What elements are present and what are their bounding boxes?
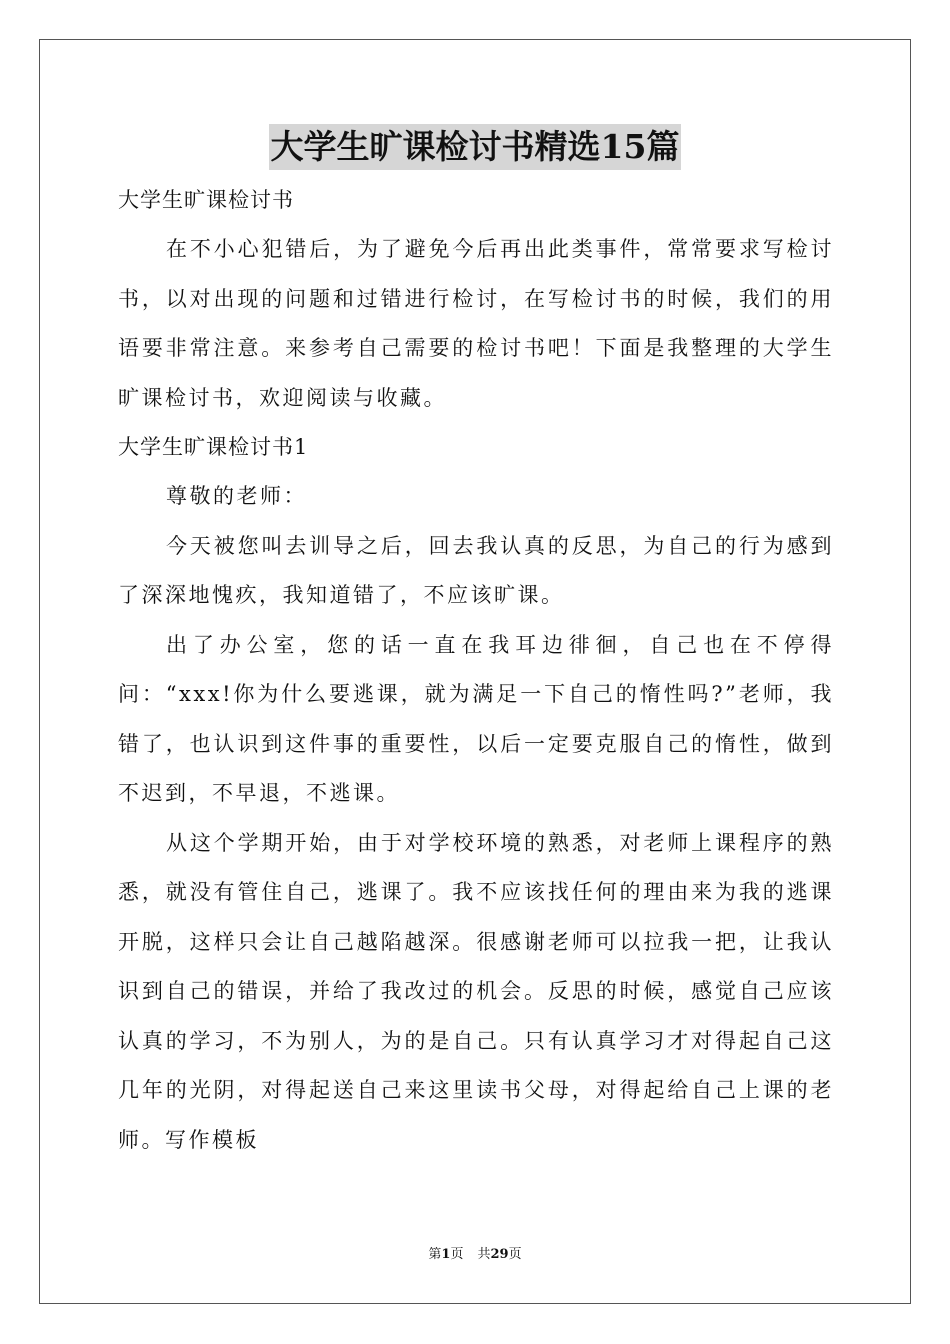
body-paragraph: 今天被您叫去训导之后，回去我认真的反思，为自己的行为感到了深深地愧疚，我知道错了，不应该旷课。 [118,533,834,607]
body-paragraph: 出了办公室，您的话一直在我耳边徘徊，自己也在不停得问：“xxx!你为什么要逃课，就为满足一下自己的惰性吗?”老师，我错了，也认识到这件事的重要性，以后一定要克服自己的惰性，做到不迟到，不早退，不逃课。 [118,632,834,805]
page-footer [0,1246,950,1264]
intro-paragraph: 在不小心犯错后，为了避免今后再出此类事件，常常要求写检讨书，以对出现的问题和过错进行检讨，在写检讨书的时候，我们的用语要非常注意。来参考自己需要的检讨书吧！下面是我整理的大学生旷课检讨书，欢迎阅读与收藏。 [118,237,834,410]
page-number: 1 [441,1247,451,1262]
page-label-suffix: 页 [450,1247,464,1262]
document-body [118,176,834,1165]
total-label-prefix: 共 [477,1247,491,1262]
page-label-prefix: 第 [428,1247,442,1262]
document-title: 大学生旷课检讨书精选15篇 [269,124,682,170]
letter-heading: 大学生旷课检讨书1 [118,435,309,459]
total-label-suffix: 页 [508,1247,522,1262]
body-paragraph: 从这个学期开始，由于对学校环境的熟悉，对老师上课程序的熟悉，就没有管住自己，逃课了。我不应该找任何的理由来为我的逃课开脱，这样只会让自己越陷越深。很感谢老师可以拉我一把，让我认识到自己的错误，并给了我改过的机会。反思的时候，感觉自己应该认真的学习，不为别人，为的是自己。只有认真学习才对得起自己这几年的光阴，对得起送自己来这里读书父母，对得起给自己上课的老师。写作模板 [118,830,834,1152]
salutation: 尊敬的老师： [166,484,307,508]
title-container [0,124,950,170]
total-pages: 29 [490,1247,509,1262]
section-heading: 大学生旷课检讨书 [118,188,294,212]
